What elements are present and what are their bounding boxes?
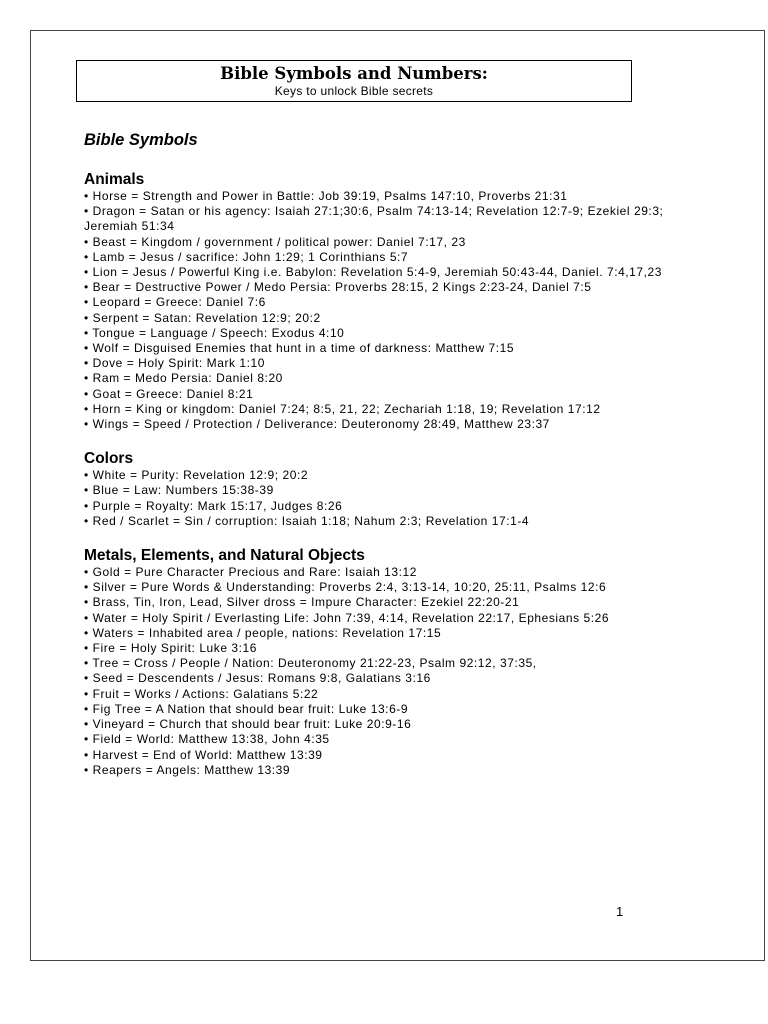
list-item: • Water = Holy Spirit / Everlasting Life: John 7:39, 4:14, Revelation 22:17, Ephesians 5:26 <box>84 610 610 625</box>
list-item: • Blue = Law: Numbers 15:38-39 <box>84 483 274 498</box>
group-metals-elements <box>84 546 684 778</box>
document-title: Bible Symbols and Numbers: <box>220 64 488 83</box>
list-item: • Goat = Greece: Daniel 8:21 <box>84 386 254 401</box>
list-item: • Gold = Pure Character Precious and Rare: Isaiah 13:12 <box>84 565 417 580</box>
title-box <box>76 60 632 102</box>
document-content <box>84 130 684 795</box>
list-item: • White = Purity: Revelation 12:9; 20:2 <box>84 468 309 483</box>
document-subtitle: Keys to unlock Bible secrets <box>274 84 434 98</box>
list-item: • Lamb = Jesus / sacrifice: John 1:29; 1 Corinthians 5:7 <box>84 249 409 264</box>
group-colors <box>84 449 684 529</box>
list-item: • Beast = Kingdom / government / political power: Daniel 7:17, 23 <box>84 234 466 249</box>
list-item: • Fruit = Works / Actions: Galatians 5:22 <box>84 686 319 701</box>
list-item: • Horse = Strength and Power in Battle: Job 39:19, Psalms 147:10, Proverbs 21:31 <box>84 189 568 203</box>
list-item: • Reapers = Angels: Matthew 13:39 <box>84 762 291 777</box>
list-item: • Wings = Speed / Protection / Deliverance: Deuteronomy 28:49, Matthew 23:37 <box>84 417 550 432</box>
list-item: • Silver = Pure Words & Understanding: Proverbs 2:4, 3:13-14, 10:20, 25:11, Psalms 12:6 <box>84 580 607 595</box>
list-item: • Harvest = End of World: Matthew 13:39 <box>84 747 323 762</box>
list-item: • Leopard = Greece: Daniel 7:6 <box>84 295 266 310</box>
page-number: 1 <box>616 904 624 919</box>
section-title: Bible Symbols <box>84 131 198 149</box>
list-item: • Field = World: Matthew 13:38, John 4:35 <box>84 732 330 747</box>
item-list <box>84 189 684 432</box>
group-animals <box>84 170 684 432</box>
list-item: • Serpent = Satan: Revelation 12:9; 20:2 <box>84 310 321 325</box>
list-item: • Wolf = Disguised Enemies that hunt in a time of darkness: Matthew 7:15 <box>84 341 515 356</box>
list-item: • Lion = Jesus / Powerful King i.e. Babylon: Revelation 5:4-9, Jeremiah 50:43-44, Daniel. 7:4,17,23 <box>84 265 662 280</box>
list-item: • Tree = Cross / People / Nation: Deuteronomy 21:22-23, Psalm 92:12, 37:35, <box>84 656 537 671</box>
group-title: Animals <box>84 171 145 188</box>
list-item: • Horn = King or kingdom: Daniel 7:24; 8:5, 21, 22; Zechariah 1:18, 19; Revelation 17:12 <box>84 401 601 416</box>
list-item: • Seed = Descendents / Jesus: Romans 9:8, Galatians 3:16 <box>84 671 431 686</box>
list-item: • Red / Scarlet = Sin / corruption: Isaiah 1:18; Nahum 2:3; Revelation 17:1-4 <box>84 513 530 528</box>
list-item: • Brass, Tin, Iron, Lead, Silver dross = Impure Character: Ezekiel 22:20-21 <box>84 595 520 610</box>
list-item: • Tongue = Language / Speech: Exodus 4:10 <box>84 325 345 340</box>
item-list <box>84 468 684 529</box>
list-item: • Fig Tree = A Nation that should bear fruit: Luke 13:6-9 <box>84 701 409 716</box>
list-item: • Bear = Destructive Power / Medo Persia: Proverbs 28:15, 2 Kings 2:23-24, Daniel 7:5 <box>84 280 592 295</box>
list-item: • Dragon = Satan or his agency: Isaiah 27:1;30:6, Psalm 74:13-14; Revelation 12:7-9; Ezekiel 29:3; Jeremiah 51:34 <box>84 204 664 234</box>
list-item: • Dove = Holy Spirit: Mark 1:10 <box>84 356 265 371</box>
group-title: Metals, Elements, and Natural Objects <box>84 547 365 565</box>
group-title: Colors <box>84 450 134 468</box>
list-item: • Fire = Holy Spirit: Luke 3:16 <box>84 641 257 656</box>
list-item: • Ram = Medo Persia: Daniel 8:20 <box>84 371 283 386</box>
list-item: • Waters = Inhabited area / people, nations: Revelation 17:15 <box>84 625 442 640</box>
list-item: • Purple = Royalty: Mark 15:17, Judges 8:26 <box>84 498 343 513</box>
item-list <box>84 565 684 778</box>
list-item: • Vineyard = Church that should bear fruit: Luke 20:9-16 <box>84 717 412 732</box>
